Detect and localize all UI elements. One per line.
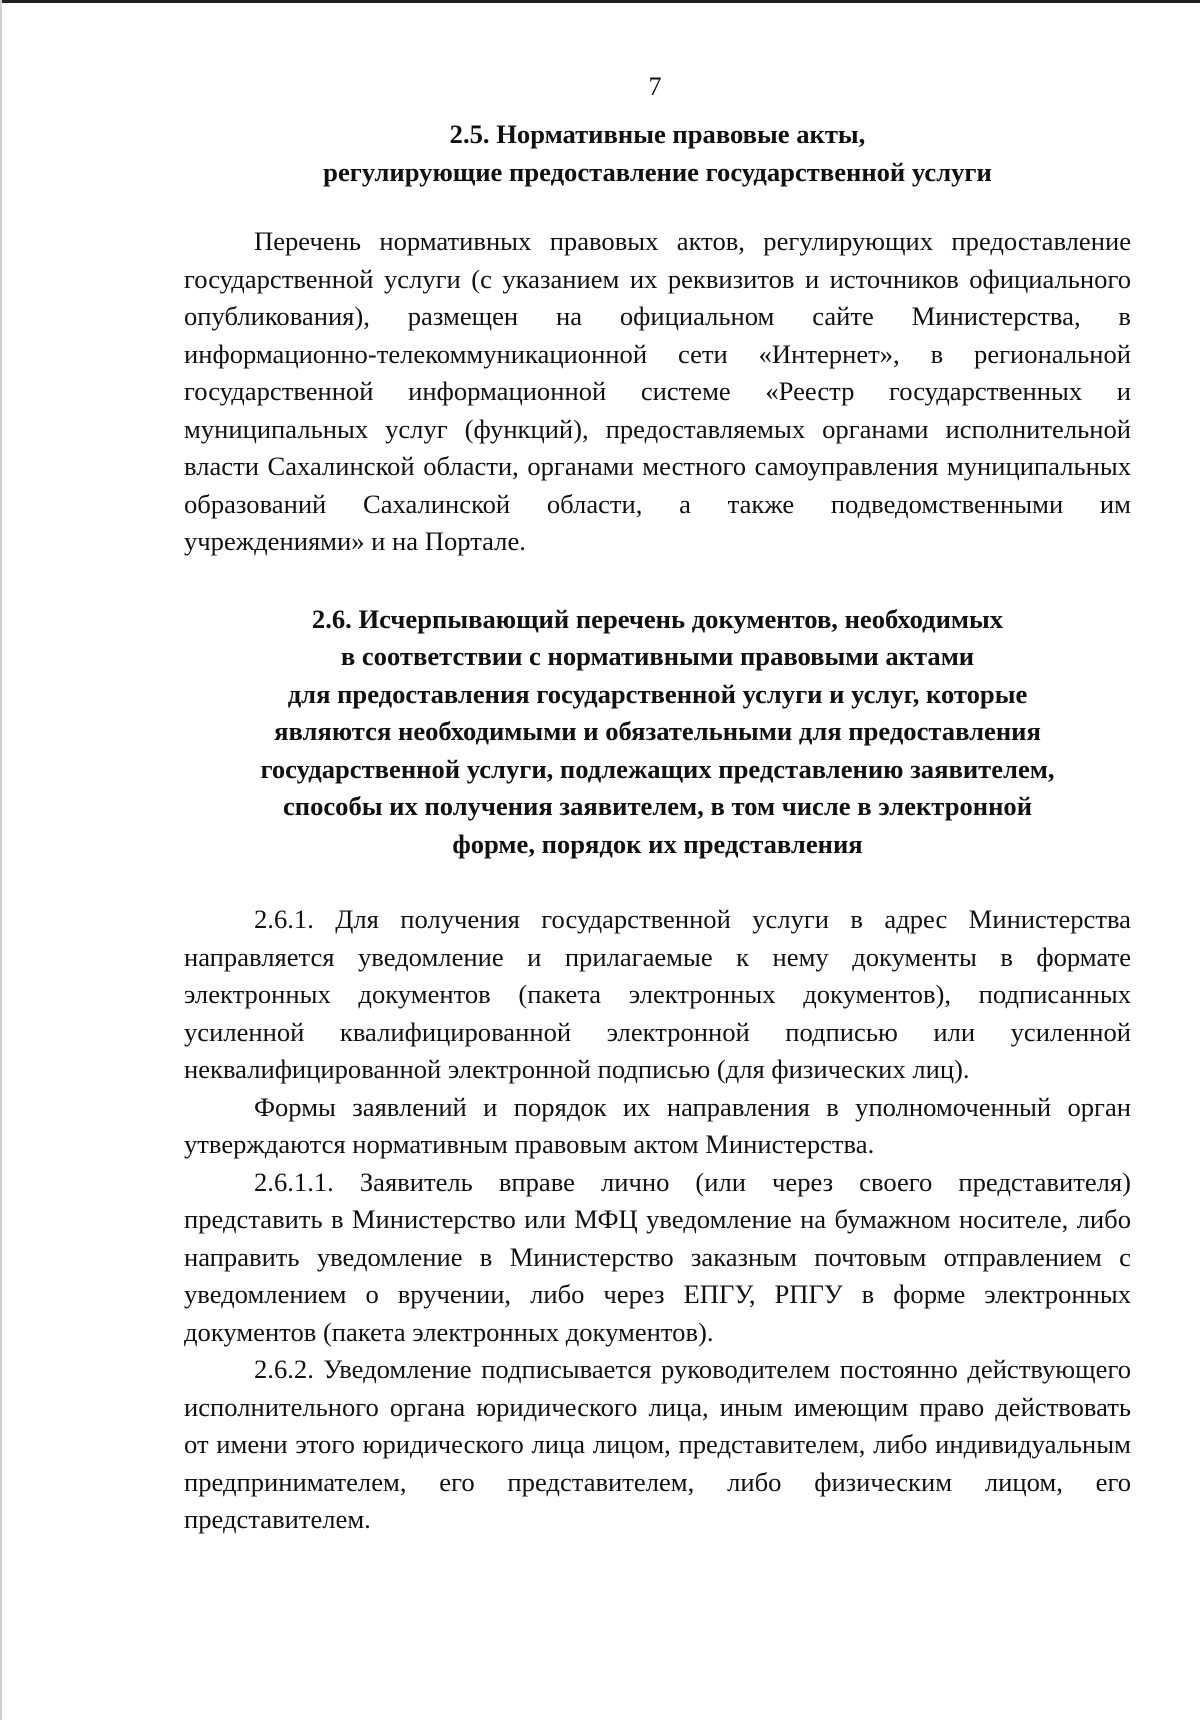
document-body: [184, 116, 1131, 1539]
heading-line: государственной услуги, подлежащих представлению заявителем,: [260, 753, 1055, 784]
heading-line: 2.6. Исчерпывающий перечень документов, необходимых: [311, 603, 1004, 634]
scan-left-edge: [0, 0, 2, 1720]
paragraph-2-6-1: 2.6.1. Для получения государственной услуги в адрес Министерства направляется уведомление и прилагаемые к нему документы в формате электронных документов (пакета электронных документов), подписанных усиленной квалифицированной электронной подписью или усиленной неквалифицированной электронной подписью (для физических лиц).: [184, 904, 1131, 1084]
heading-line: форме, порядок их представления: [452, 828, 863, 859]
section-2-5-heading: [184, 116, 1131, 191]
heading-line: являются необходимыми и обязательными для предоставления: [274, 716, 1041, 746]
scan-top-edge: [0, 0, 1200, 3]
heading-line: регулирующие предоставление государственной услуги: [323, 156, 992, 187]
page-number: 7: [648, 72, 662, 101]
heading-line: в соответствии с нормативными правовыми актами: [340, 641, 975, 671]
section-2-6-heading: [184, 601, 1131, 864]
heading-line: для предоставления государственной услуги и услуг, которые: [287, 678, 1028, 709]
heading-line: 2.5. Нормативные правовые акты,: [449, 119, 866, 149]
heading-line: способы их получения заявителем, в том числе в электронной: [282, 791, 1033, 821]
paragraph-forms: Формы заявлений и порядок их направления в уполномоченный орган утверждаются нормативным правовым актом Министерства.: [184, 1091, 1131, 1159]
section-2-5-paragraph: Перечень нормативных правовых актов, регулирующих предоставление государственной услуги (с указанием их реквизитов и источников официального опубликования), размещен на официальном сайте Министерства, в информационно-телекоммуникационной сети «Интернет», в региональной государственной информационной системе «Реестр государственных и муниципальных услуг (функций), предоставляемых органами исполнительной власти Сахалинской области, органами местного самоуправления муниципальных образований Сахалинской области, а также подведомственными им учреждениями» и на Портале.: [184, 226, 1131, 556]
paragraph-2-6-2: 2.6.2. Уведомление подписывается руководителем постоянно действующего исполнительного органа юридического лица, иным имеющим право действовать от имени этого юридического лица лицом, представителем, либо индивидуальным предпринимателем, его представителем, либо физическим лицом, его представителем.: [184, 1354, 1131, 1534]
paragraph-2-6-1-1: 2.6.1.1. Заявитель вправе лично (или через своего представителя) представить в Министерство или МФЦ уведомление на бумажном носителе, либо направить уведомление в Министерство заказным почтовым отправлением с уведомлением о вручении, либо через ЕПГУ, РПГУ в форме электронных документов (пакета электронных документов).: [184, 1166, 1131, 1347]
